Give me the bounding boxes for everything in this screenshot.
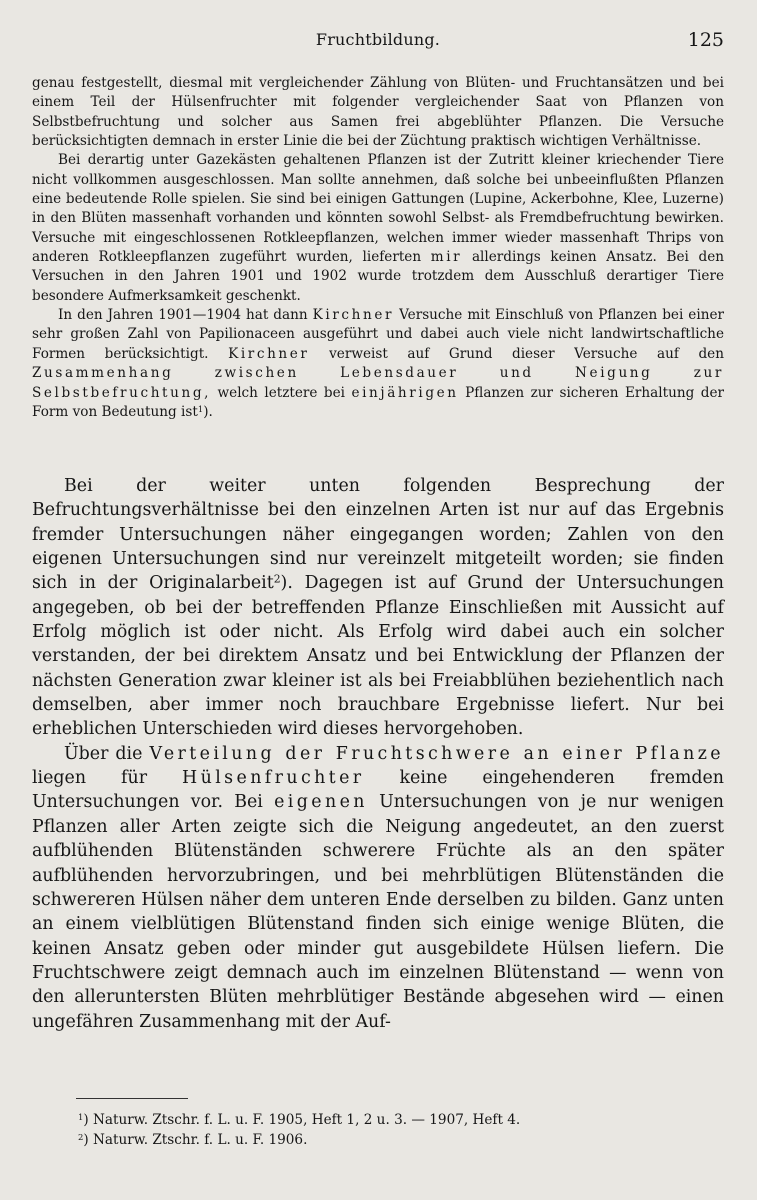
text-run: Bei der weiter unten folgenden Besprechung der Befruchtungsverhältnisse bei den einzelnen Arten ist nur auf das Ergebnis fremder Untersuchungen näher eingegangen worden; Zahlen von den eigenen Untersuchungen sind nur vereinzelt mitgeteilt worden; sie finden sich in der Originalarbeit	[32, 476, 724, 594]
text-run: ). Dagegen ist auf Grund der Untersuchungen angegeben, ob bei der betreffenden Pflanze Einschließen mit Aussicht auf Erfolg möglich ist oder nicht. Als Erfolg wird dabei auch ein solcher verstanden, der bei direktem Ansatz und bei Entwicklung der Pflanzen der nächsten Generation zwar kleiner ist als bei Freiabblühen beziehentlich nach demselben, aber immer noch brauchbare Ergebnisse liefert. Nur bei erheblichen Unterschieden wird dieses hervorgehoben.	[32, 573, 724, 740]
text-run: Untersuchungen von je nur wenigen Pflanzen aller Arten zeigte sich die Neigung angedeutet, an den zuerst aufblühenden Blütenständen schwerere Früchte als an den später aufblühenden hervorzubringen, und bei mehrblütigen Blütenständen die schwereren Hülsen näher dem unteren Ende derselben zu bilden. Ganz unten an einem vielblütigen Blütenstand finden sich einige wenige Blüten, die keinen Ansatz geben oder minder gut ausgebildete Hülsen liefern. Die Fruchtschwere zeigt demnach auch im einzelnen Blütenstand — wenn von den alleruntersten Blüten mehrblütiger Bestände abgesehen wird — einen ungefähren Zusammenhang mit der Auf-	[32, 792, 725, 1032]
footnote-1	[78, 1110, 724, 1130]
running-head	[32, 30, 724, 54]
text-run: In den Jahren 1901—1904 hat dann	[58, 307, 308, 324]
main-text-section	[32, 474, 724, 1034]
main-paragraph-2	[32, 742, 724, 1034]
spaced-emphasis: Kirchner	[312, 307, 395, 324]
spaced-emphasis: Kirchner	[228, 345, 310, 362]
footnote-text: ) Naturw. Ztschr. f. L. u. F. 1905, Heft 1, 2 u. 3. — 1907, Heft 4.	[83, 1112, 521, 1128]
text-run: Bei derartig unter Gazekästen gehaltenen Pflanzen ist der Zutritt kleiner kriechender Tiere nicht vollkommen ausgeschlossen. Man sollte annehmen, daß solche bei unbeeinflußten Pflanzen eine bedeutende Rolle spielen. Sie sind bei einigen Gattungen (Lupine, Ackerbohne, Klee, Luzerne) in den Blüten massenhaft vorhanden und könnten sowohl Selbst- als Fremdbefruchtung bewirken. Versuche mit eingeschlossenen Rotkleepflanzen, welchen immer wieder massenhaft Thrips von anderen Rotkleepflanzen zugeführt wurden, lieferten	[32, 152, 724, 266]
text-run: welch letztere bei	[217, 384, 345, 401]
text-run: liegen für	[32, 768, 148, 789]
spaced-emphasis: Zusammenhang zwischen Lebensdauer und Neigung zur Selbstbefruchtung,	[32, 365, 724, 401]
small-print-section	[32, 74, 724, 422]
small-paragraph-1-text: genau festgestellt, diesmal mit vergleichender Zählung von Blüten- und Fruchtansätzen und bei einem Teil der Hülsenfruchter mit folgender vergleichender Saat von Pflanzen von Selbstbefruchtung und solcher aus Samen frei abgeblühter Pflanzen. Die Versuche berücksichtigten demnach in erster Linie die bei der Züchtung praktisch wichtigen Verhältnisse.	[32, 75, 724, 150]
text-run: Versuche mit Einschluß von Pflanzen bei einer sehr großen Zahl von Papilionaceen ausgeführt und dabei auch viele nicht landwirtschaftliche Formen berücksichtigt.	[32, 307, 724, 362]
text-run: ).	[203, 403, 213, 420]
running-title: Fruchtbildung.	[315, 30, 441, 49]
footnote-mark: 2	[78, 1131, 84, 1142]
spaced-emphasis: Verteilung der Fruchtschwere an einer Pflanze	[149, 743, 724, 764]
footnote-ref-2: 2	[273, 572, 281, 586]
small-paragraph-1	[32, 74, 724, 151]
footnote-text: ) Naturw. Ztschr. f. L. u. F. 1906.	[83, 1132, 308, 1148]
spaced-emphasis: einjährigen	[351, 384, 459, 401]
spaced-emphasis: mir	[430, 249, 463, 266]
small-paragraph-3	[32, 306, 724, 422]
main-paragraph-1	[32, 474, 724, 742]
footnote-divider	[76, 1098, 188, 1099]
text-run: allerdings keinen Ansatz. Bei den Versuchen in den Jahren 1901 und 1902 wurde trotzdem dem Ausschluß derartiger Tiere besondere Aufmerksamkeit geschenkt.	[32, 249, 725, 304]
text-run: Pflanzen zur sicheren Erhaltung der Form von Bedeutung ist	[32, 384, 724, 420]
small-paragraph-2	[32, 151, 724, 306]
text-run: verweist auf Grund dieser Versuche auf den	[329, 345, 724, 362]
footnote-2	[78, 1130, 724, 1150]
footnote-mark: 1	[78, 1111, 84, 1122]
spaced-emphasis: Hülsenfruchter	[182, 768, 365, 789]
text-run: Über die	[64, 743, 143, 764]
footnotes	[78, 1110, 724, 1150]
spaced-emphasis: eigenen	[274, 792, 368, 813]
page-number: 125	[687, 29, 724, 51]
text-run: keine eingehenderen fremden Untersuchungen vor. Bei	[32, 768, 724, 813]
footnote-ref-1: 1	[197, 403, 204, 414]
